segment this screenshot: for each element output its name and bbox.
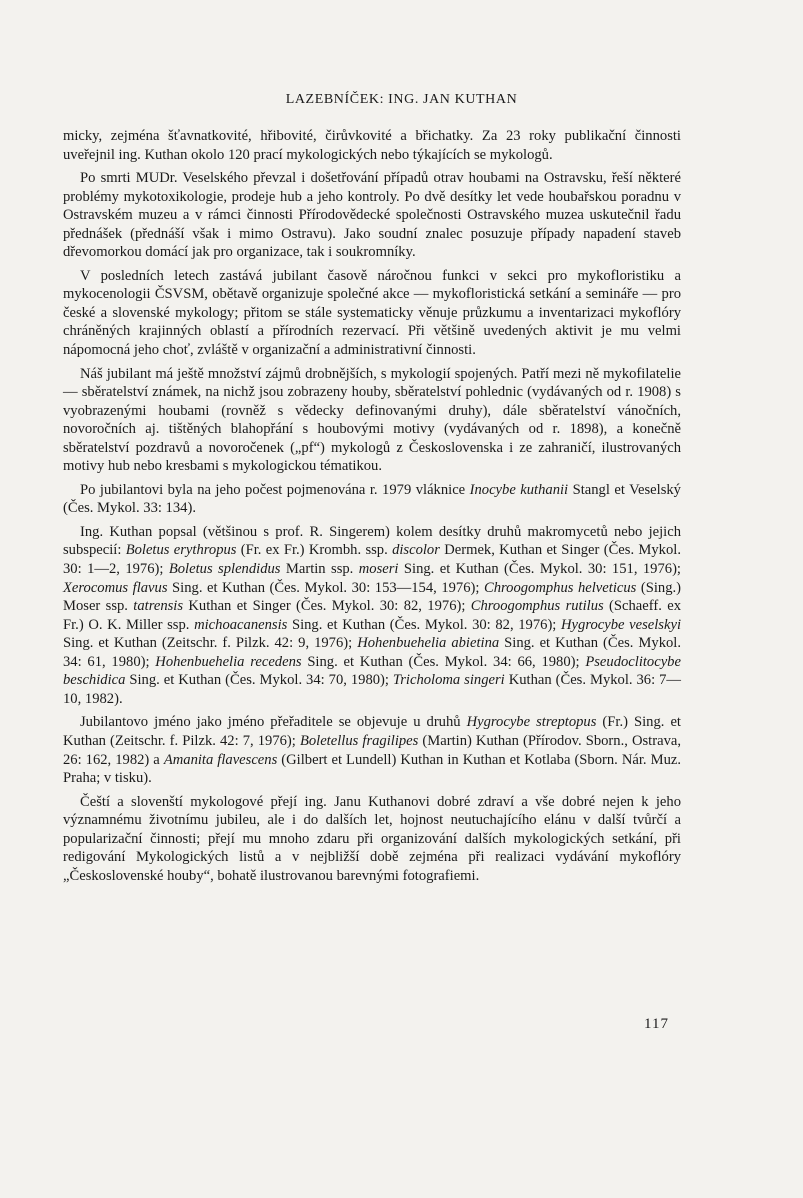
article-body [63, 127, 681, 890]
paragraph-3: V posledních letech zastává jubilant časově náročnou funkci v sekci pro mykofloristiku a mykocenologii ČSVSM, obětavě organizuje společné akce — mykofloristická setkání a semináře — pro české a slovenské mykology; přitom se stále systematicky věnuje průzkumu a inventarizaci mykoflóry chráněných krajinných oblastí a přírodních rezervací. Při většině uvedených aktivit je mu velmi nápomocná jeho choť, zvláště v organizační a administrativní činnosti. [63, 267, 681, 359]
paragraph-8: Čeští a slovenští mykologové přejí ing. Janu Kuthanovi dobré zdraví a vše dobré nejen k jeho významnému životnímu jubileu, ale i do dalších let, hojnost neutuchajícího elánu v další tvůrčí a popularizační činnosti; přejí mu mnoho zdaru při organizování dalších mykologických setkání, při redigování Mykologických listů a v nejbližší době zejména při realizaci vydávání mykoflóry „Československé houby“, bohatě ilustrovanou barevnými fotografiemi. [63, 793, 681, 884]
paragraph-5: Po jubilantovi byla na jeho počest pojmenována r. 1979 vláknice Inocybe kuthanii Stangl et Veselský (Čes. Mykol. 33: 134). [63, 481, 681, 517]
running-header: LAZEBNÍČEK: ING. JAN KUTHAN [285, 92, 518, 107]
page-number: 117 [644, 1016, 669, 1032]
paragraph-6: Ing. Kuthan popsal (většinou s prof. R. Singerem) kolem desítky druhů makromycetů nebo jejich subspecií: Boletus erythropus (Fr. ex Fr.) Krombh. ssp. discolor Dermek, Kuthan et Singer (Čes. Mykol. 30: 1—2, 1976); Boletus splendidus Martin ssp. moseri Sing. et Kuthan (Čes. Mykol. 30: 151, 1976); Xerocomus flavus Sing. et Kuthan (Čes. Mykol. 30: 153—154, 1976); Chroogomphus helveticus (Sing.) Moser ssp. tatrensis Kuthan et Singer (Čes. Mykol. 30: 82, 1976); Chroogomphus rutilus (Schaeff. ex Fr.) O. K. Miller ssp. michoacanensis Sing. et Kuthan (Čes. Mykol. 30: 82, 1976); Hygrocybe veselskyi Sing. et Kuthan (Zeitschr. f. Pilzk. 42: 9, 1976); Hohenbuehelia abietina Sing. et Kuthan (Čes. Mykol. 34: 61, 1980); Hohenbuehelia recedens Sing. et Kuthan (Čes. Mykol. 34: 66, 1980); Pseudoclitocybe beschidica Sing. et Kuthan (Čes. Mykol. 34: 70, 1980); Tricholoma singeri Kuthan (Čes. Mykol. 36: 7—10, 1982). [63, 523, 682, 707]
paragraph-7: Jubilantovo jméno jako jméno přeřaditele se objevuje u druhů Hygrocybe streptopus (Fr.) Sing. et Kuthan (Zeitschr. f. Pilzk. 42: 7, 1976); Boletellus fragilipes (Martin) Kuthan (Přírodov. Sborn., Ostrava, 26: 162, 1982) a Amanita flavescens (Gilbert et Lundell) Kuthan in Kuthan et Kotlaba (Sborn. Nár. Muz. Praha; v tisku). [63, 714, 681, 787]
paragraph-1: micky, zejména šťavnatkovité, hřibovité, čirůvkovité a břichatky. Za 23 roky publikační činnosti uveřejnil ing. Kuthan okolo 120 prací mykologických nebo týkajících se mykologů. [63, 128, 681, 163]
paragraph-4: Náš jubilant má ještě množství zájmů drobnějších, s mykologií spojených. Patří mezi ně mykofilatelie — sběratelství známek, na nichž jsou zobrazeny houby, sběratelství pohlednic (vydávaných od r. 1908) s vyobrazenými houbami (rovněž s vědecky definovanými druhy), dále sběratelství vánočních, novoročních aj. tištěných blahopřání s houbovými motivy (vydávaných od r. 1898), a konečně sběratelství pozdravů a novoročenek („pf“) mykologů z Československa i ze zahraničí, ilustrovaných motivy hub nebo kresbami s mykologickou tématikou. [63, 365, 681, 475]
paragraph-2: Po smrti MUDr. Veselského převzal i došetřování případů otrav houbami na Ostravsku, řeší některé problémy mykotoxikologie, prodeje hub a jeho kontroly. Po dvě desítky let vede houbařskou poradnu v Ostravském muzeu a v rámci činnosti Přírodovědecké společnosti Ostravského muzea uskutečnil řadu přednášek (přednáší však i mimo Ostravu). Jako soudní znalec posuzuje případy napadení staveb dřevomorkou domácí jak pro organizace, tak i soukromníky. [63, 170, 681, 261]
